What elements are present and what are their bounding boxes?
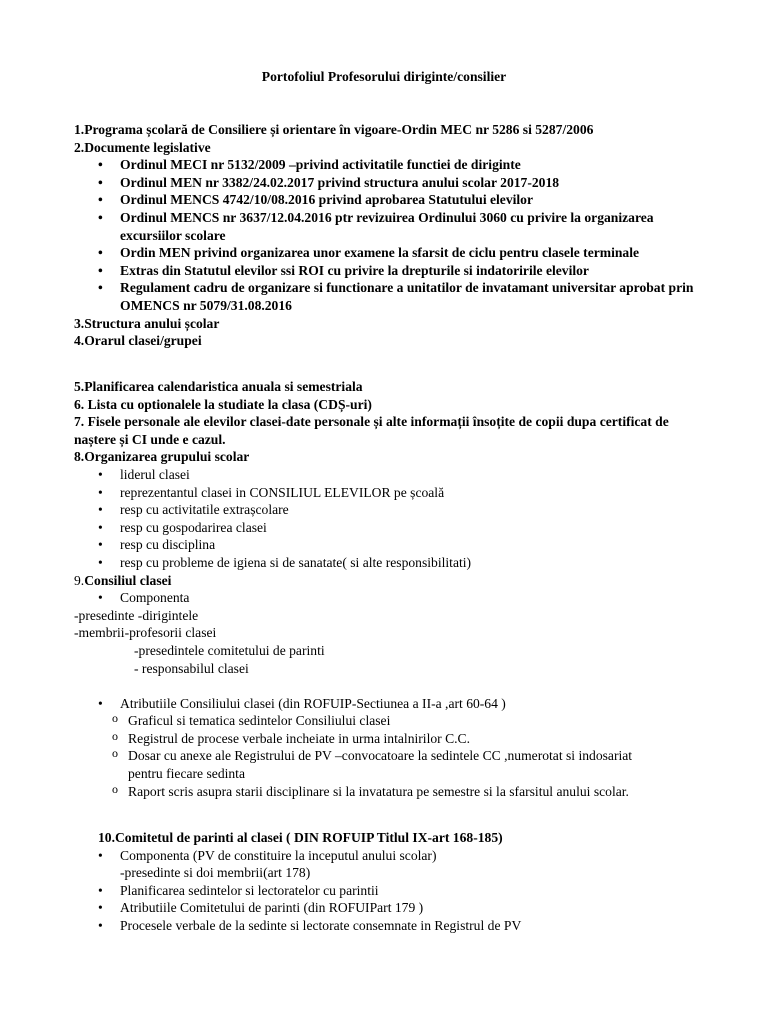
section-1: 1.Programa școlară de Consiliere și orientare în vigoare-Ordin MEC nr 5286 si 5287/2006 [74,122,594,137]
section-3: 3.Structura anului școlar [74,315,220,331]
council-sub-line: - responsabilul clasei [134,660,249,676]
section-9-title: Consiliul clasei [84,572,172,588]
section-8-heading: 8.Organizarea grupului scolar [74,449,250,465]
sections-5-8 [74,378,714,800]
list-item [74,847,714,882]
section-6: 6. Lista cu optionalele la studiate la clasa (CDȘ-uri) [74,396,372,412]
section-9-heading [74,572,714,590]
list-item-text: • Componenta (PV de constituire la inceputul anului scolar) [120,847,437,863]
legislative-list [74,156,714,314]
list-item: • resp cu probleme de igiena si de sanatate( si alte responsibilitati) [74,554,714,572]
section-10-heading: 10.Comitetul de parinti al clasei ( DIN ROFUIP Titlul IX-art 168-185) [98,830,503,845]
section-10 [74,829,714,935]
section-5: 5.Planificarea calendaristica anuala si semestriala [74,379,363,394]
list-item: • Ordinul MENCS 4742/10/08.2016 privind aprobarea Statutului elevilor [74,191,714,209]
list-item: • Extras din Statutul elevilor ssi ROI cu privire la drepturile si indatoririle elevilor [74,262,714,280]
council-line: -presedinte -dirigintele [74,607,199,623]
list-item: • liderul clasei [74,466,714,484]
council-line: -membrii-profesorii clasei [74,625,217,641]
sub-list-item: o Registrul de procese verbale incheiate in urma intalnirilor C.C. [74,730,714,748]
section-4: 4.Orarul clasei/grupei [74,333,202,349]
list-item: • Ordinul MEN nr 3382/24.02.2017 privind structura anului scolar 2017-2018 [74,174,714,192]
parents-committee-list [74,847,714,935]
list-item: • resp cu gospodarirea clasei [74,519,714,537]
list-item: • Planificarea sedintelor si lectoratelor cu parintii [74,882,714,900]
council-sub-line: -presedintele comitetului de parinti [134,642,325,658]
council-attribution-items [74,712,714,800]
list-item: • reprezentantul clasei in CONSILIUL ELEVILOR pe școală [74,484,714,502]
council-attributions [74,695,714,713]
sub-list-item: o Graficul si tematica sedintelor Consiliului clasei [74,712,714,730]
group-roles-list [74,466,714,572]
section-2-heading: 2.Documente legislative [74,139,211,155]
section-7: 7. Fisele personale ale elevilor clasei-date personale și alte informații însoțite de copii dupa certificat de naștere și CI unde e cazul. [74,414,669,447]
list-item: • resp cu activitatile extrașcolare [74,501,714,519]
list-item: • Procesele verbale de la sedinte si lectorate consemnate in Registrul de PV [74,917,714,935]
section-9-number: 9. [74,572,85,588]
spacer [74,677,714,695]
sub-list-item: o Raport scris asupra starii disciplinare si la invatatura pe semestre si la sfarsitul anului scolar. [74,783,714,801]
list-item: • Atributiile Consiliului clasei (din ROFUIP-Sectiunea a II-a ,art 60-64 ) [74,695,714,713]
list-item: • Componenta [74,589,714,607]
council-components [74,589,714,607]
list-item-sub: -presedinte si doi membrii(art 178) [120,865,311,881]
list-item: • Regulament cadru de organizare si functionare a unitatilor de invatamant universitar aprobat prin OMENCS nr 5079/31.08.2016 [74,279,714,314]
list-item: • Atributiile Comitetului de parinti (din ROFUIPart 179 ) [74,899,714,917]
list-item: • resp cu disciplina [74,536,714,554]
list-item: • Ordin MEN privind organizarea unor examene la sfarsit de ciclu pentru clasele terminale [74,244,714,262]
sub-list-item: o Dosar cu anexe ale Registrului de PV –convocatoare la sedintele CC ,numerotat si indosariat pentru fiecare sedinta [74,747,714,782]
list-item: • Ordinul MECI nr 5132/2009 –privind activitatile functiei de diriginte [74,156,714,174]
list-item: • Ordinul MENCS nr 3637/12.04.2016 ptr revizuirea Ordinului 3060 cu privire la organizarea excursiilor scolare [74,209,714,244]
sections-1-4 [74,121,714,350]
page-title: Portofoliul Profesorului diriginte/consilier [261,69,507,84]
